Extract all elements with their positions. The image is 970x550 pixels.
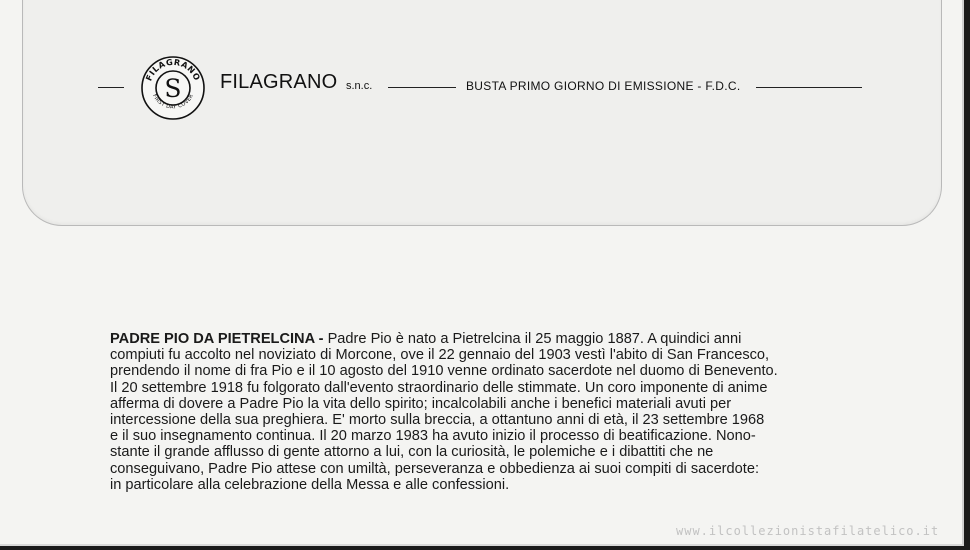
cover-title: BUSTA PRIMO GIORNO DI EMISSIONE - F.D.C. <box>466 79 741 93</box>
logo-sub-text: FIRST DAY COVER <box>151 93 196 111</box>
left-dash <box>98 87 124 88</box>
site-watermark: www.ilcollezionistafilatelico.it <box>676 524 940 538</box>
right-dash <box>756 87 862 88</box>
text-line-10: in particolare alla celebrazione della Messa e alle confessioni. <box>110 476 510 493</box>
text-line-7: e il suo insegnamento continua. Il 20 marzo 1983 ha avuto inizio il processo di beatificazione. Nono- <box>110 428 756 445</box>
text-line-5: afferma di dovere a Padre Pio la vita dello spirito; incalcolabili anche i benefici materiali avuti per <box>110 395 732 412</box>
text-line-3: prendendo il nome di fra Pio e il 10 agosto del 1910 venne ordinato sacerdote nel duomo di Benevento. <box>110 363 778 380</box>
brand-name: FILAGRANO <box>220 71 338 93</box>
biography-heading: PADRE PIO DA PIETRELCINA - <box>110 331 324 347</box>
text-line-1 <box>110 331 862 347</box>
text-line-1-body: Padre Pio è nato a Pietrelcina il 25 maggio 1887. A quindici anni <box>327 331 742 347</box>
text-line-8: stante il grande afflusso di gente attorno a lui, con la curiosità, le polemiche e i dibattiti che ne <box>110 444 714 461</box>
text-line-6: intercessione della sua preghiera. E' morto sulla breccia, a ottantuno anni di età, il 23 settembre 1968 <box>110 412 765 429</box>
middle-dash <box>388 87 456 88</box>
logo-ring-text: FILAGRANO <box>143 56 203 83</box>
logo-letter: S <box>164 74 182 103</box>
company-type: s.n.c. <box>346 80 373 92</box>
filagrano-logo <box>140 55 206 121</box>
text-line-2: compiuti fu accolto nel noviziato di Morcone, ove il 22 gennaio del 1903 vestì l'abito di San Francesco, <box>110 347 770 364</box>
text-line-9: conseguivano, Padre Pio attese con umiltà, perseveranza e obbedienza ai suoi compiti di sacerdote: <box>110 460 760 477</box>
header <box>0 0 962 140</box>
text-line-4: Il 20 settembre 1918 fu folgorato dall'evento straordinario delle stimmate. Un coro imponente di anime <box>110 379 768 396</box>
biography-text <box>110 331 862 493</box>
